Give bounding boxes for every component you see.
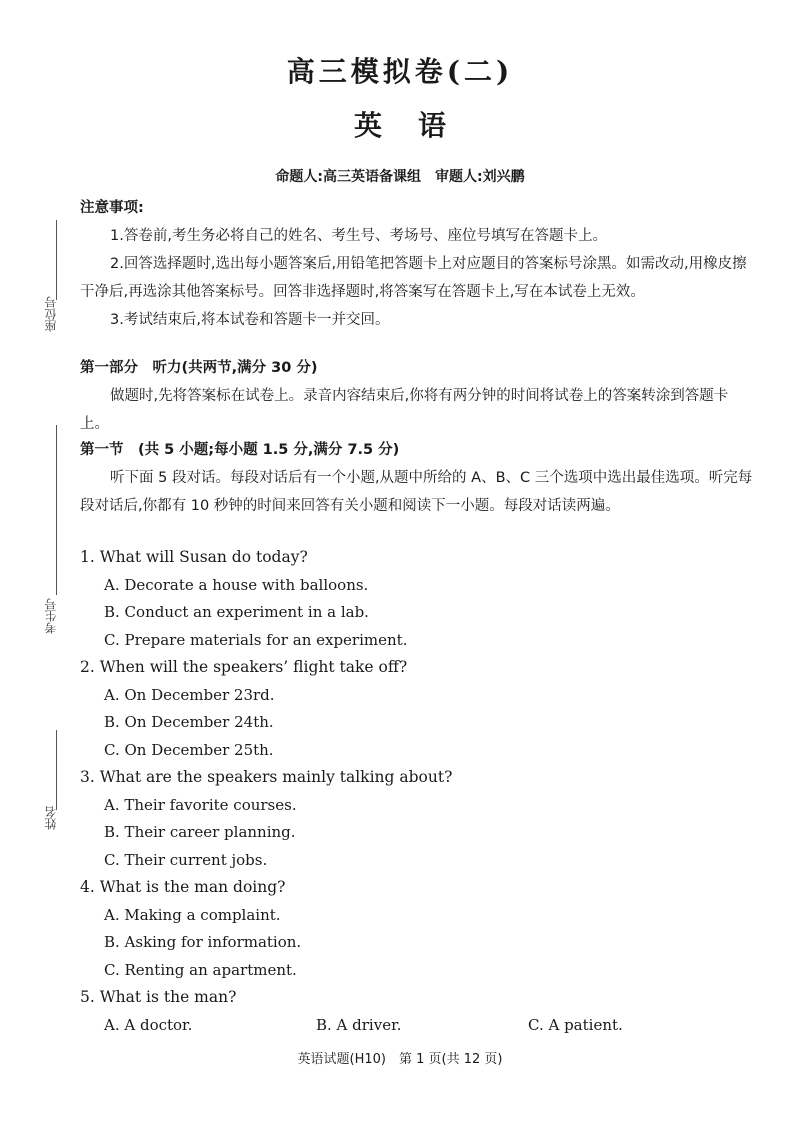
question-1: 1. What will Susan do today? [80, 548, 308, 566]
page-footer: 英语试题(H10) 第 1 页(共 12 页) [297, 1052, 503, 1067]
exam-title: 高三模拟卷(二) [286, 55, 514, 88]
option: A. Their favorite courses. [104, 795, 297, 814]
questions-block [80, 544, 756, 1039]
option: C. Their current jobs. [104, 850, 268, 869]
option: A. Decorate a house with balloons. [104, 575, 369, 594]
margin-line [56, 425, 57, 595]
option: A. A doctor. [104, 1015, 193, 1034]
notes-heading: 注意事项: [80, 200, 144, 216]
option: B. A driver. [316, 1015, 402, 1034]
section1-instruction: 听下面 5 段对话。每段对话后有一个小题,从题中所给的 A、B、C 三个选项中选出最佳选项。听完每段对话后,你都有 10 秒钟的时间来回答有关小题和阅读下一小题。每段对话读两遍。 [80, 470, 753, 514]
section1-block [80, 436, 756, 520]
margin-line [56, 220, 57, 300]
binding-margin [38, 220, 68, 860]
option: B. Conduct an experiment in a lab. [104, 603, 369, 621]
section1-heading: 第一节 (共 5 小题;每小题 1.5 分,满分 7.5 分) [80, 442, 400, 458]
name-label: 姓名 [44, 806, 58, 830]
option: C. Prepare materials for an experiment. [104, 630, 408, 649]
option: A. On December 23rd. [104, 685, 275, 704]
subject-title: 英语 [353, 109, 482, 142]
part1-instruction: 做题时,先将答案标在试卷上。录音内容结束后,你将有两分钟的时间将试卷上的答案转涂到答题卡上。 [80, 388, 729, 432]
question-3: 3. What are the speakers mainly talking about? [80, 768, 453, 786]
part1-block [80, 354, 756, 438]
part1-heading: 第一部分 听力(共两节,满分 30 分) [80, 360, 318, 376]
option: B. On December 24th. [104, 713, 274, 731]
note-item: 3.考试结束后,将本试卷和答题卡一并交回。 [110, 312, 390, 328]
notes-block [80, 194, 756, 334]
option: C. A patient. [528, 1015, 623, 1034]
option: B. Asking for information. [104, 933, 302, 951]
seat-number-label: 座位号 [44, 296, 58, 332]
margin-line [56, 730, 57, 810]
candidate-number-label: 考生号 [44, 598, 58, 634]
question-5: 5. What is the man? [80, 988, 237, 1006]
question-4: 4. What is the man doing? [80, 878, 286, 896]
option: C. On December 25th. [104, 740, 274, 759]
option: A. Making a complaint. [104, 905, 281, 924]
question-2: 2. When will the speakers’ flight take off? [80, 658, 408, 676]
option-row [80, 1012, 756, 1040]
option: C. Renting an apartment. [104, 960, 297, 979]
authors-line: 命题人:高三英语备课组 审题人:刘兴鹏 [275, 169, 525, 185]
option: B. Their career planning. [104, 823, 296, 841]
note-item: 1.答卷前,考生务必将自己的姓名、考生号、考场号、座位号填写在答题卡上。 [110, 228, 607, 244]
note-item: 2.回答选择题时,选出每小题答案后,用铅笔把答题卡上对应题目的答案标号涂黑。如需改动,用橡皮擦干净后,再选涂其他答案标号。回答非选择题时,将答案写在答题卡上,写在本试卷上无效。 [80, 256, 747, 300]
